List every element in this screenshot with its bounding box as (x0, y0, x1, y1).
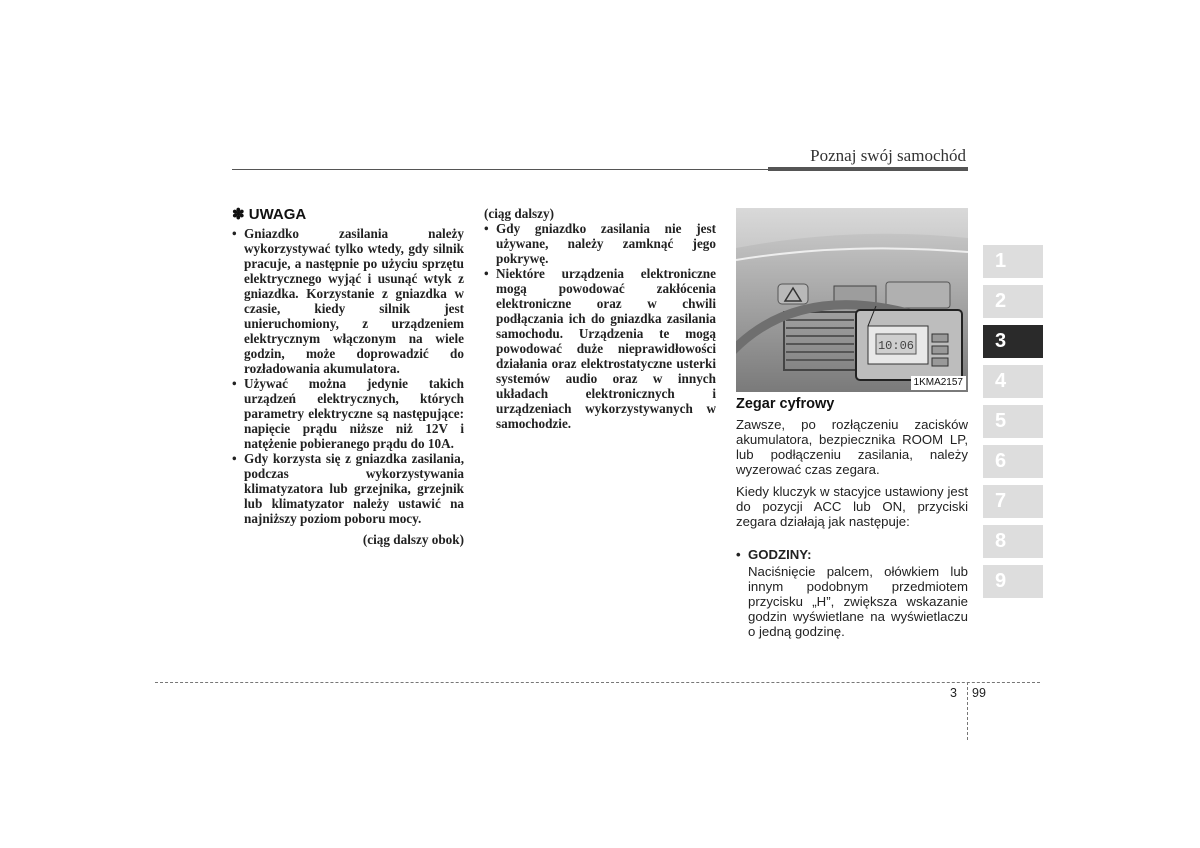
figure-code: 1KMA2157 (911, 376, 966, 390)
continued-aside-label: (ciąg dalszy obok) (362, 532, 464, 547)
page-number: 99 (972, 686, 986, 700)
chapter-tab-7[interactable]: 7 (983, 485, 1043, 518)
hours-label: GODZINY: (748, 547, 812, 562)
chapter-tabs (983, 245, 1043, 605)
caution-title: ✽ UWAGA (232, 206, 307, 223)
chapter-tab-8[interactable]: 8 (983, 525, 1043, 558)
page-header-title: Poznaj swój samochód (810, 146, 966, 165)
header-rule (232, 169, 768, 170)
chapter-tab-9[interactable]: 9 (983, 565, 1043, 598)
caution-note (232, 206, 464, 547)
list-item: • Używać można jedynie takich urządzeń elektrycznych, których parametry elektryczne są następujące: napięcie prądu niższe niż 12V i natężenie pobieranego prądu do 10A. (232, 376, 464, 451)
dashboard-clock-illustration (736, 208, 968, 392)
chapter-tab-2[interactable]: 2 (983, 285, 1043, 318)
clock-display-text: 10:06 (877, 339, 915, 353)
hours-description: Naciśnięcie palcem, ołówkiem lub innym podobnym przedmiotem przycisku „H”, zwiększa wskazanie godzin wyświetlane na wyświetlaczu o jedną godzinę. (748, 564, 968, 639)
list-item: • Gdy gniazdko zasilania nie jest używane, należy zamknąć jego pokrywę. (484, 221, 716, 266)
footer-rule (155, 682, 1040, 683)
continued-label: (ciąg dalszy) (484, 206, 554, 221)
chapter-tab-6[interactable]: 6 (983, 445, 1043, 478)
footer-divider (967, 682, 968, 740)
digital-clock-section (736, 396, 968, 646)
paragraph: Zawsze, po rozłączeniu zacisków akumulatora, bezpiecznika ROOM LP, lub podłączeniu zasilania, należy wyzerować czas zegara. (736, 417, 968, 477)
section-heading: Zegar cyfrowy (736, 396, 835, 412)
chapter-tab-1[interactable]: 1 (983, 245, 1043, 278)
bullet-dot: • (736, 547, 741, 562)
list-item: • Gdy korzysta się z gniazdka zasilania, podczas wykorzystywania klimatyzatora lub grzejnika, grzejnik lub klimatyzator należy ustawić na najniższy poziom poboru mocy. (232, 451, 464, 526)
paragraph: Kiedy kluczyk w stacyjce ustawiony jest do pozycji ACC lub ON, przyciski zegara działają jak następuje: (736, 484, 968, 529)
list-item: • Gniazdko zasilania należy wykorzystywać tylko wtedy, gdy silnik pracuje, a następnie po użyciu sprzętu elektrycznego wyjąć i usunąć wtyk z gniazdka. Korzystanie z gniazdka w czasie, kiedy silnik jest unieruchomiony, z urządzeniem elektrycznym włączonym na wiele godzin, może doprowadzić do rozładowania akumulatora. (232, 226, 464, 376)
hours-heading (736, 547, 968, 562)
caution-list-continued (484, 221, 716, 431)
header-rule-thick (768, 167, 968, 171)
caution-note-continued (484, 206, 716, 431)
chapter-tab-3[interactable]: 3 (983, 325, 1043, 358)
chapter-tab-5[interactable]: 5 (983, 405, 1043, 438)
caution-list (232, 226, 464, 526)
dashboard-drawing (736, 208, 968, 392)
list-item: • Niektóre urządzenia elektroniczne mogą powodować zakłócenia elektroniczne oraz w chwili podłączania ich do gniazdka zasilania samochodu. Urządzenia te mogą powodować duże nieprawidłowości działania oraz elektrostatyczne usterki systemów audio oraz w innych układach elektronicznych i urządzeniach wykorzystywanych w samochodzie. (484, 266, 716, 431)
page-chapter-number: 3 (950, 686, 957, 700)
chapter-tab-4[interactable]: 4 (983, 365, 1043, 398)
